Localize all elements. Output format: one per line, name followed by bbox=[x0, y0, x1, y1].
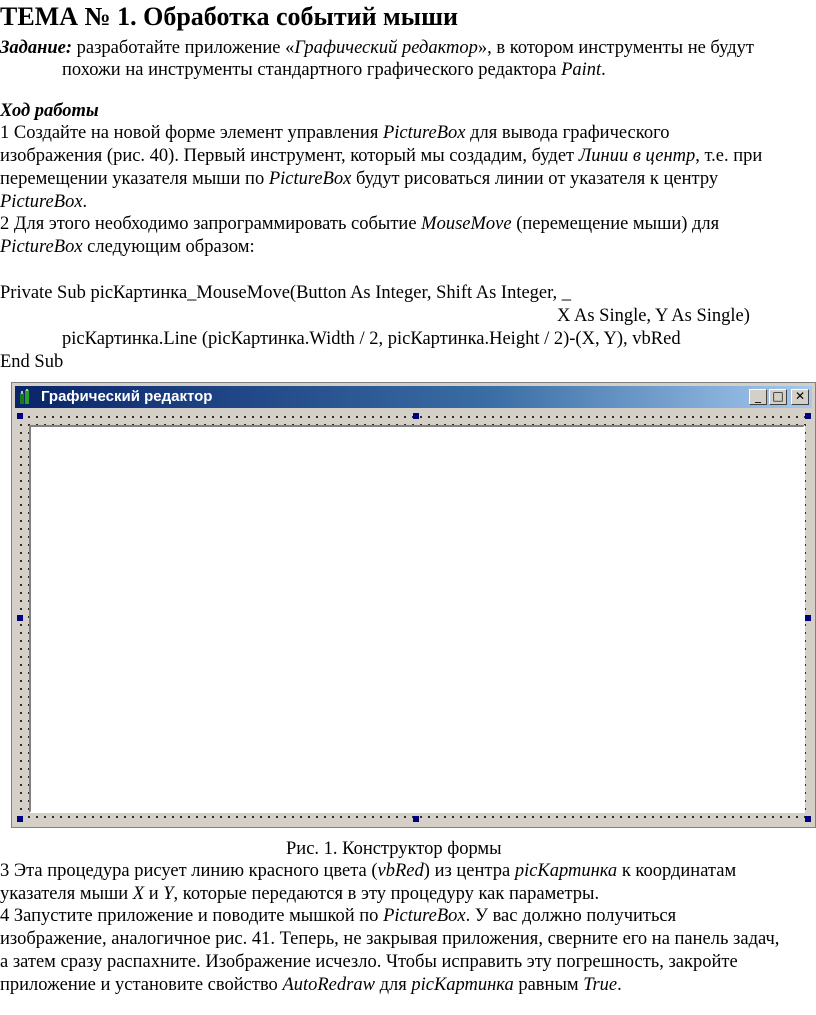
figure-caption: Рис. 1. Конструктор формы bbox=[286, 839, 502, 859]
window-title: Графический редактор bbox=[41, 388, 213, 405]
step3-line-2: указателя мыши X и Y, которые передаются в эту процедуру как параметры. bbox=[0, 884, 600, 904]
step2-line-2: PictureBox следующим образом: bbox=[0, 237, 255, 257]
resize-handle-right[interactable] bbox=[805, 615, 811, 621]
step2-line-1: 2 Для этого необходимо запрограммировать событие MouseMove (перемещение мыши) для bbox=[0, 214, 720, 234]
resize-handle-bottom[interactable] bbox=[413, 816, 419, 822]
window-titlebar[interactable] bbox=[15, 386, 812, 408]
maximize-button[interactable]: □ bbox=[769, 389, 787, 405]
step4-line-2: изображение, аналогичное рис. 41. Теперь, не закрывая приложения, сверните его на панель задач, bbox=[0, 929, 780, 949]
picturebox-control[interactable] bbox=[29, 425, 805, 813]
resize-handle-left[interactable] bbox=[17, 615, 23, 621]
step1-line-4: PictureBox. bbox=[0, 192, 88, 212]
task-label: Задание: bbox=[0, 38, 73, 58]
form-designer-window bbox=[11, 382, 816, 828]
page-title: ТЕМА № 1. Обработка событий мыши bbox=[0, 2, 458, 31]
minimize-button[interactable]: _ bbox=[749, 389, 767, 405]
step4-line-3: а затем сразу распахните. Изображение исчезло. Чтобы исправить эту погрешность, закройте bbox=[0, 952, 738, 972]
resize-handle-bottom-left[interactable] bbox=[17, 816, 23, 822]
step1-line-2: изображения (рис. 40). Первый инструмент, который мы создадим, будет Линии в центр, т.е. при bbox=[0, 146, 763, 166]
close-button[interactable]: ✕ bbox=[791, 389, 809, 405]
app-icon bbox=[19, 389, 33, 405]
code-line-3: picКартинка.Line (picКартинка.Width / 2, picКартинка.Height / 2)-(X, Y), vbRed bbox=[62, 329, 681, 349]
resize-handle-top[interactable] bbox=[413, 413, 419, 419]
step4-line-1: 4 Запустите приложение и поводите мышкой по PictureBox. У вас должно получиться bbox=[0, 906, 677, 926]
code-line-2: X As Single, Y As Single) bbox=[557, 306, 750, 326]
progress-heading: Ход работы bbox=[0, 101, 99, 121]
code-line-4: End Sub bbox=[0, 352, 64, 372]
step1-line-1: 1 Создайте на новой форме элемент управления PictureBox для вывода графического bbox=[0, 123, 670, 143]
task-line-2: похожи на инструменты стандартного графического редактора Paint. bbox=[62, 60, 606, 80]
step1-line-3: перемещении указателя мыши по PictureBox будут рисоваться линии от указателя к центру bbox=[0, 169, 719, 189]
task-line-1: Задание: разработайте приложение «Графический редактор», в котором инструменты не будут bbox=[0, 38, 754, 58]
resize-handle-top-right[interactable] bbox=[805, 413, 811, 419]
resize-handle-bottom-right[interactable] bbox=[805, 816, 811, 822]
resize-handle-top-left[interactable] bbox=[17, 413, 23, 419]
code-line-1: Private Sub picКартинка_MouseMove(Button As Integer, Shift As Integer, _ bbox=[0, 283, 572, 303]
step4-line-4: приложение и установите свойство AutoRedraw для picКартинка равным True. bbox=[0, 975, 622, 995]
step3-line-1: 3 Эта процедура рисует линию красного цвета (vbRed) из центра picКартинка к координатам bbox=[0, 861, 737, 881]
